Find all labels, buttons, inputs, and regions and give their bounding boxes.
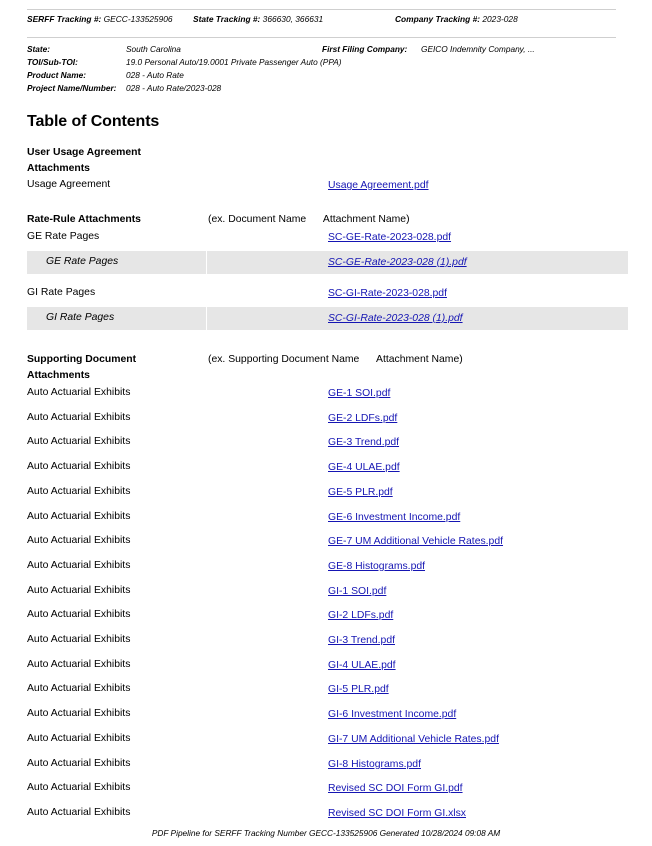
project-value: 028 - Auto Rate/2023-028 [126,83,222,93]
rate-rule-heading: Rate-Rule Attachments [27,214,141,225]
supporting-document-link[interactable]: GE-2 LDFs.pdf [328,412,398,424]
supporting-document-link[interactable]: GI-1 SOI.pdf [328,585,387,597]
toi-label: TOI/Sub-TOI: [27,57,78,67]
supporting-document-link[interactable]: Revised SC DOI Form GI.pdf [328,783,463,795]
state-tracking-value: 366630, 366631 [262,14,324,24]
company-tracking [395,14,518,24]
supporting-document-link[interactable]: GE-7 UM Additional Vehicle Rates.pdf [328,536,504,548]
rate-row-link[interactable]: SC-GE-Rate-2023-028.pdf [328,232,452,243]
state-tracking [193,14,323,24]
supporting-document-row [27,461,628,477]
supporting-document-row [27,782,628,798]
state-tracking-label: State Tracking #: [193,14,261,24]
supporting-document-link[interactable]: GE-5 PLR.pdf [328,486,393,498]
serff-tracking-value: GECC-133525906 [103,14,173,24]
supporting-document-name: Auto Actuarial Exhibits [27,584,131,596]
page-title: Table of Contents [27,113,160,130]
supporting-document-row [27,560,628,576]
supporting-document-link[interactable]: GI-4 ULAE.pdf [328,659,396,671]
rate-row-name: GI Rate Pages [27,287,96,298]
supporting-document-row [27,807,628,823]
supporting-document-row [27,387,628,403]
supporting-document-name: Auto Actuarial Exhibits [27,387,131,398]
supporting-document-row [27,683,628,699]
supporting-document-row [27,634,628,650]
supporting-document-row [27,609,628,625]
supporting-document-row [27,436,628,452]
supporting-document-row [27,412,628,428]
usage-agreement-name: Usage Agreement [27,179,111,190]
supporting-document-link[interactable]: GI-2 LDFs.pdf [328,610,394,622]
supporting-document-row [27,733,628,749]
supporting-document-row [27,758,628,774]
band-divider [206,307,207,330]
page-footer: PDF Pipeline for SERFF Tracking Number GECC-133525906 Generated 10/28/2024 09:08 AM [151,828,501,838]
supporting-document-link[interactable]: GI-3 Trend.pdf [328,635,395,646]
band-divider [206,251,207,274]
rate-row-alt-name: GE Rate Pages [46,256,119,267]
supporting-document-row [27,659,628,675]
rate-rule-column-note: (ex. Document Name Attachment Name) [208,214,410,225]
supporting-document-name: Auto Actuarial Exhibits [27,732,131,744]
supporting-document-link[interactable]: GI-6 Investment Income.pdf [328,709,457,721]
supporting-document-name: Auto Actuarial Exhibits [27,485,131,497]
company-tracking-value: 2023-028 [482,14,518,24]
supporting-document-link[interactable]: GE-1 SOI.pdf [328,388,391,399]
rate-row-alt-link[interactable]: SC-GE-Rate-2023-028 (1).pdf [328,257,467,268]
rate-row-name: GE Rate Pages [27,231,100,242]
supporting-document-link[interactable]: GE-8 Histograms.pdf [328,560,426,572]
first-filing-label: First Filing Company: [322,44,408,54]
supporting-document-row [27,708,628,724]
serff-tracking-label: SERFF Tracking #: [27,14,102,24]
state-value: South Carolina [126,44,181,54]
supporting-document-name: Auto Actuarial Exhibits [27,510,131,522]
supporting-document-link[interactable]: GI-5 PLR.pdf [328,684,389,696]
supporting-document-row [27,535,628,551]
supporting-document-name: Auto Actuarial Exhibits [27,559,131,571]
toi-value: 19.0 Personal Auto/19.0001 Private Passenger Auto (PPA) [126,57,342,67]
header-bottom-rule [27,37,616,38]
supporting-document-name: Auto Actuarial Exhibits [27,634,131,645]
supporting-document-name: Auto Actuarial Exhibits [27,708,131,720]
supporting-document-row [27,511,628,527]
rate-row-alt-link[interactable]: SC-GI-Rate-2023-028 (1).pdf [328,313,463,324]
project-label: Project Name/Number: [27,83,117,93]
product-value: 028 - Auto Rate [126,70,184,80]
state-label: State: [27,44,51,54]
serff-tracking [27,14,173,24]
supporting-document-link[interactable]: GE-6 Investment Income.pdf [328,511,461,523]
supporting-column-note: (ex. Supporting Document Name Attachment Name) [208,354,463,365]
supporting-document-row [27,585,628,601]
user-usage-heading: User Usage Agreement [27,147,141,158]
usage-agreement-link[interactable]: Usage Agreement.pdf [328,180,429,191]
supporting-document-row [27,486,628,502]
header-top-rule [27,9,616,10]
supporting-document-name: Auto Actuarial Exhibits [27,658,131,670]
supporting-document-name: Auto Actuarial Exhibits [27,535,131,547]
supporting-document-link[interactable]: GE-3 Trend.pdf [328,437,400,449]
supporting-document-name: Auto Actuarial Exhibits [27,806,131,818]
product-label: Product Name: [27,70,87,80]
supporting-heading-2: Attachments [27,370,90,381]
supporting-document-link[interactable]: GI-8 Histograms.pdf [328,758,421,770]
company-tracking-label: Company Tracking #: [395,14,481,24]
supporting-document-name: Auto Actuarial Exhibits [27,757,131,769]
supporting-document-link[interactable]: GE-4 ULAE.pdf [328,462,400,474]
supporting-document-name: Auto Actuarial Exhibits [27,436,131,448]
supporting-document-name: Auto Actuarial Exhibits [27,461,131,473]
supporting-heading: Supporting Document [27,354,137,365]
rate-row-alt-name: GI Rate Pages [46,312,115,323]
user-usage-heading-2: Attachments [27,163,90,174]
supporting-document-name: Auto Actuarial Exhibits [27,782,131,794]
supporting-document-name: Auto Actuarial Exhibits [27,411,131,423]
supporting-document-link[interactable]: Revised SC DOI Form GI.xlsx [328,807,466,819]
rate-row-link[interactable]: SC-GI-Rate-2023-028.pdf [328,288,447,299]
first-filing-value: GEICO Indemnity Company, ... [421,44,535,54]
supporting-document-link[interactable]: GI-7 UM Additional Vehicle Rates.pdf [328,733,499,745]
supporting-document-name: Auto Actuarial Exhibits [27,609,131,621]
supporting-document-name: Auto Actuarial Exhibits [27,683,131,695]
